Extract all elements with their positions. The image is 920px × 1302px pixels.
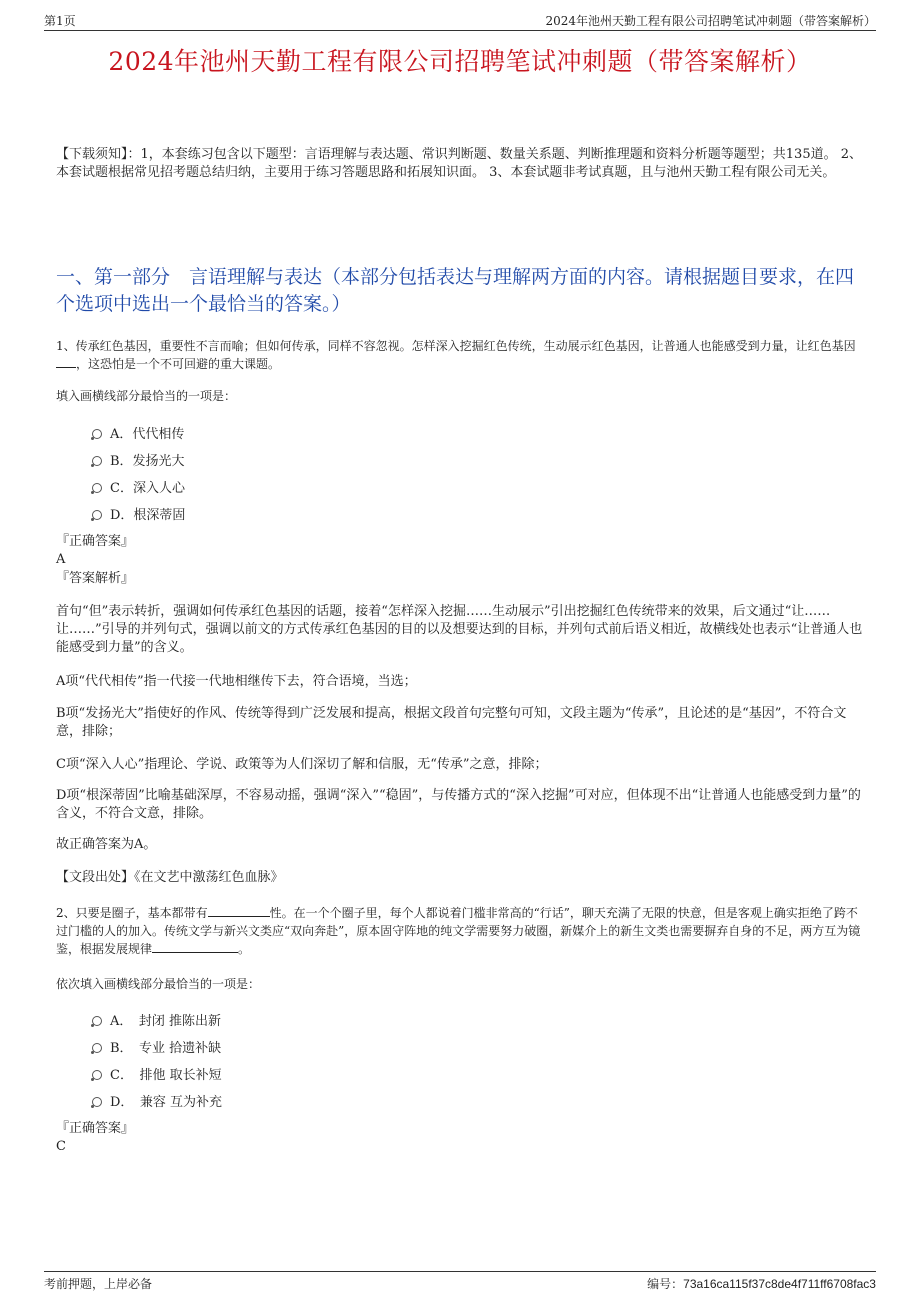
radio-icon[interactable] bbox=[92, 1043, 102, 1053]
radio-icon[interactable] bbox=[92, 1097, 102, 1107]
q1-analysis-b: B项“发扬光大”指使好的作风、传统等得到广泛发展和提高，根据文段首句完整句可知，文段主题为“传承”，且论述的是“基因”，不符合文意，排除； bbox=[56, 706, 847, 739]
q2-blank-1 bbox=[208, 916, 270, 917]
q2-stem: 2、只要是圈子，基本都带有 性。在一个个圈子里，每个人都说着门槛非常高的“行话”，聊天充满了无限的快意，但是客观上确实拒绝了跨不过门槛的人的加入。传统文学与新兴文类应“双向奔赴”，原本固守阵地的纯文学需要努力破圈，新媒介上的新生文类也需要摒弃自身的不足，两方互为镜鉴，根据发展规律 。 bbox=[56, 906, 861, 956]
footer-doc-id: 编号：73a16ca115f37c8de4f711ff6708fac3 bbox=[647, 1277, 876, 1291]
document-title: 2024年池州天勤工程有限公司招聘笔试冲刺题（带答案解析） bbox=[108, 47, 812, 76]
q1-blank bbox=[56, 367, 76, 368]
q1-analysis-label: 『答案解析』 bbox=[56, 571, 135, 586]
q1-option-a[interactable]: A．代代相传 bbox=[92, 423, 184, 442]
radio-icon[interactable] bbox=[92, 456, 102, 466]
radio-icon[interactable] bbox=[92, 1070, 102, 1080]
radio-icon[interactable] bbox=[92, 429, 102, 439]
q1-option-d[interactable]: D．根深蒂固 bbox=[92, 504, 185, 523]
page-number: 第1页 bbox=[44, 14, 76, 28]
q2-option-b[interactable]: B． 专业 拾遗补缺 bbox=[92, 1037, 221, 1056]
q1-option-c[interactable]: C．深入人心 bbox=[92, 477, 185, 496]
q1-stem: 1、传承红色基因，重要性不言而喻；但如何传承，同样不容忽视。怎样深入挖掘红色传统，生动展示红色基因，让普通人也能感受到力量，让红色基因，这恐怕是一个不可回避的重大课题。 bbox=[56, 339, 856, 371]
q2-prompt: 依次填入画横线部分最恰当的一项是： bbox=[56, 977, 261, 991]
radio-icon[interactable] bbox=[92, 483, 102, 493]
q1-prompt: 填入画横线部分最恰当的一项是： bbox=[56, 389, 237, 403]
q1-conclusion: 故正确答案为A。 bbox=[56, 837, 157, 852]
header-doc-title: 2024年池州天勤工程有限公司招聘笔试冲刺题（带答案解析） bbox=[545, 14, 876, 28]
q1-analysis-para: 首句“但”表示转折，强调如何传承红色基因的话题，接着“怎样深入挖掘……生动展示”引出挖掘红色传统带来的效果，后文通过“让……让……”引导的并列句式，强调以前文的方式传承红色基因的目的以及想要达到的目标，并列句式前后语义相近，故横线处也表示“让普通人也能感受到力量”的含义。 bbox=[56, 604, 863, 655]
page-header bbox=[44, 10, 876, 31]
page-footer bbox=[44, 1271, 876, 1292]
footer-slogan: 考前押题，上岸必备 bbox=[44, 1277, 153, 1291]
q2-answer: C bbox=[56, 1139, 66, 1154]
q1-answer-label: 『正确答案』 bbox=[56, 534, 135, 549]
q2-option-c[interactable]: C． 排他 取长补短 bbox=[92, 1064, 222, 1083]
q1-option-b[interactable]: B．发扬光大 bbox=[92, 450, 185, 469]
radio-icon[interactable] bbox=[92, 510, 102, 520]
q2-blank-2 bbox=[152, 952, 238, 953]
q1-source: 【文段出处】《在文艺中激荡红色血脉》 bbox=[56, 870, 284, 885]
q1-analysis-a: A项“代代相传”指一代接一代地相继传下去，符合语境，当选； bbox=[56, 674, 417, 689]
q1-analysis-c: C项“深入人心”指理论、学说、政策等为人们深切了解和信服，无“传承”之意，排除； bbox=[56, 757, 548, 772]
q2-option-a[interactable]: A． 封闭 推陈出新 bbox=[92, 1010, 221, 1029]
q1-answer: A bbox=[56, 552, 66, 567]
download-notice: 【下载须知】：1，本套练习包含以下题型：言语理解与表达题、常识判断题、数量关系题、判断推理题和资料分析题等题型；共135道。 2、本套试题根据常见招考题总结归纳，主要用于练习答题思路和拓展知识面。 3、本套试题非考试真题，且与池州天勤工程有限公司无关。 bbox=[56, 147, 862, 180]
radio-icon[interactable] bbox=[92, 1016, 102, 1026]
q2-option-d[interactable]: D． 兼容 互为补充 bbox=[92, 1091, 222, 1110]
q2-answer-label: 『正确答案』 bbox=[56, 1121, 135, 1136]
section-title: 一、第一部分 言语理解与表达（本部分包括表达与理解两方面的内容。请根据题目要求，在四个选项中选出一个最恰当的答案。） bbox=[56, 266, 855, 315]
q1-analysis-d: D项“根深蒂固”比喻基础深厚，不容易动摇，强调“深入”“稳固”，与传播方式的“深入挖掘”可对应，但体现不出“让普通人也能感受到力量”的含义，不符合文意，排除。 bbox=[56, 788, 861, 821]
